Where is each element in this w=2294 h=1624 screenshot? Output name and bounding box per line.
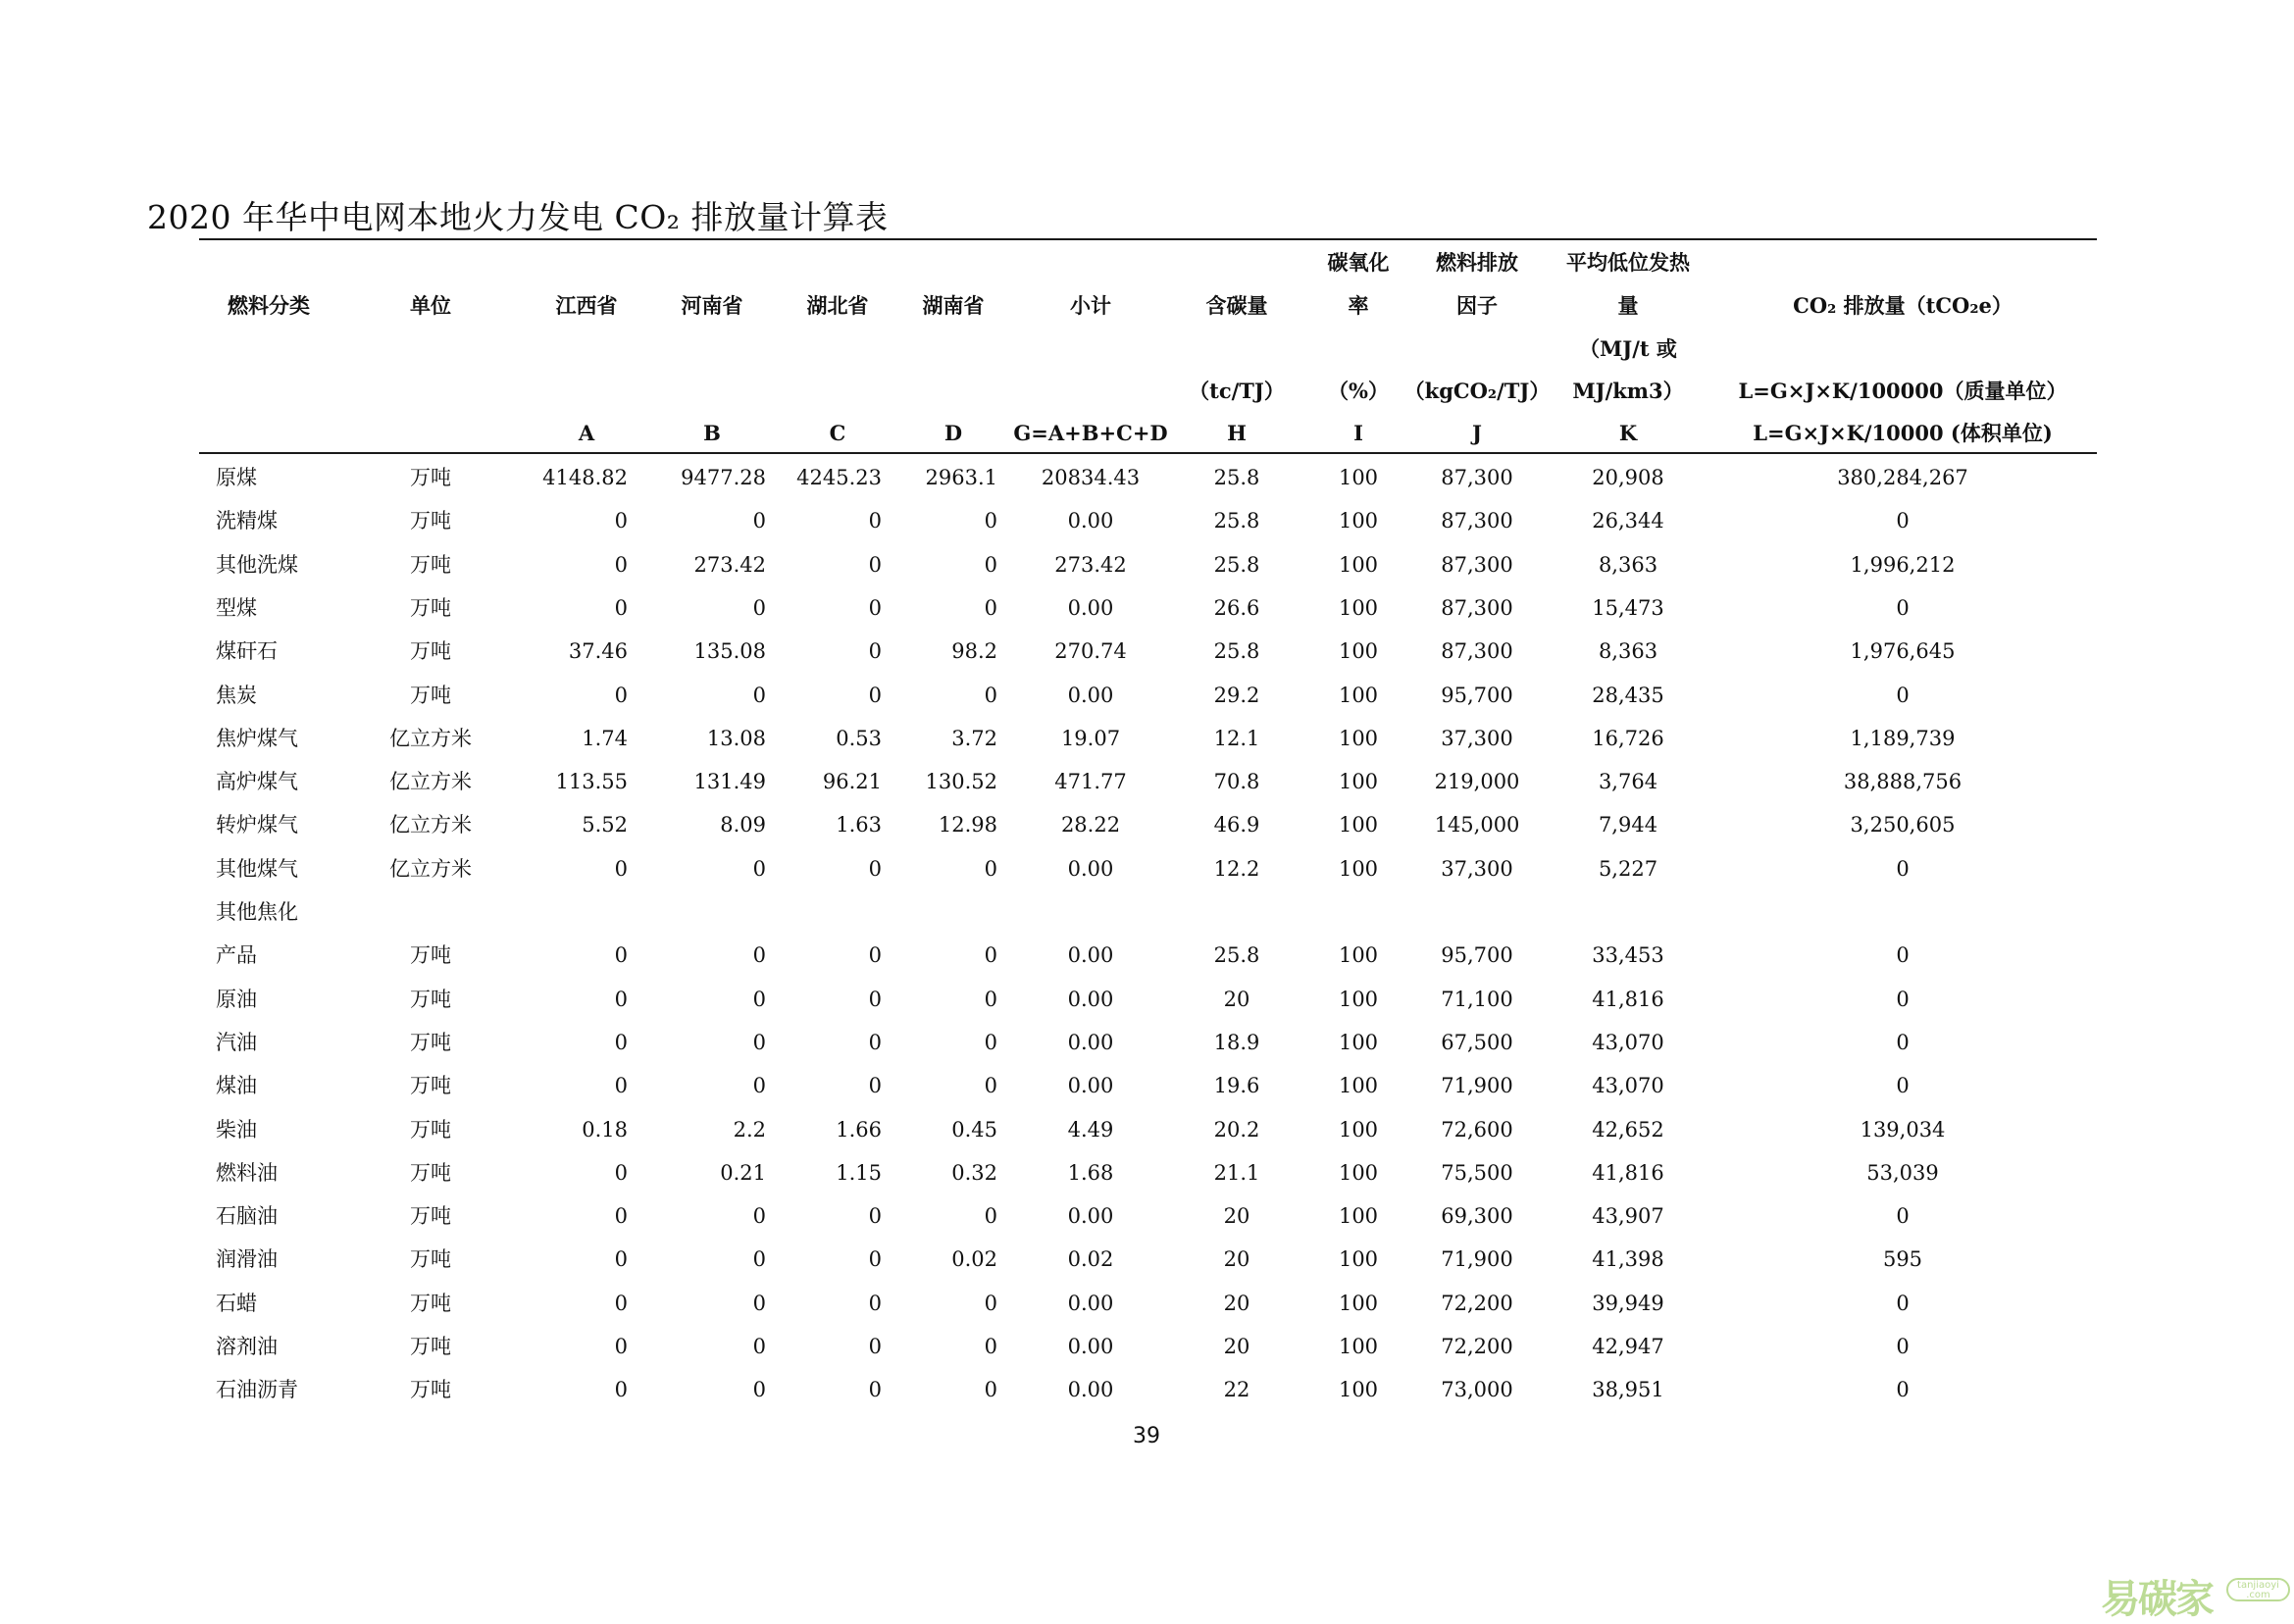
value-cell-b: 0 xyxy=(752,1247,766,1272)
value-cell-c: 1.15 xyxy=(836,1160,882,1185)
unit-cell-text: 万吨 xyxy=(410,1117,451,1142)
value-cell-d: 0 xyxy=(984,595,997,620)
value-cell-c: 0 xyxy=(868,595,882,620)
value-cell-text: 18.9 xyxy=(1213,1030,1260,1054)
value-cell-text: 38,951 xyxy=(1592,1378,1664,1402)
value-cell-b: 273.42 xyxy=(693,552,766,577)
value-cell-text: 33,453 xyxy=(1592,943,1664,968)
table-row xyxy=(199,456,2097,499)
value-cell-a: 0 xyxy=(614,509,628,533)
value-cell-text: 26.6 xyxy=(1213,595,1260,620)
value-cell-text: 70.8 xyxy=(1213,770,1260,794)
value-cell-text: 0 xyxy=(1896,987,1910,1011)
value-cell-text: 7,944 xyxy=(1598,813,1658,837)
unit-cell-text: 亿立方米 xyxy=(389,726,472,750)
table-row xyxy=(199,803,2097,846)
value-cell-text: 67,500 xyxy=(1441,1030,1513,1054)
value-cell-c: 0 xyxy=(868,552,882,577)
fuel-name-cell: 石蜡 xyxy=(216,1291,257,1315)
value-cell-text: 87,300 xyxy=(1441,509,1513,533)
unit-cell-text: 万吨 xyxy=(410,639,451,664)
table-row xyxy=(199,1151,2097,1194)
fuel-name-cell: 其他洗煤 xyxy=(216,552,298,577)
fuel-name-cell: 溶剂油 xyxy=(216,1335,278,1358)
value-cell-c: 0 xyxy=(868,509,882,533)
value-cell-text: 100 xyxy=(1338,639,1379,664)
table-row xyxy=(199,760,2097,803)
value-cell-c: 1.66 xyxy=(836,1117,882,1142)
table-row xyxy=(199,1238,2097,1281)
table-row xyxy=(199,1064,2097,1107)
fuel-name-cell: 转炉煤气 xyxy=(216,813,298,837)
value-cell-text: 0.02 xyxy=(1067,1247,1114,1272)
unit-cell-text: 亿立方米 xyxy=(389,856,472,881)
value-cell-text: 3,250,605 xyxy=(1850,813,1956,837)
value-cell-text: 16,726 xyxy=(1592,726,1664,750)
value-cell-text: 0.00 xyxy=(1067,683,1114,707)
value-cell-text: 100 xyxy=(1338,466,1379,489)
table-top-rule xyxy=(199,238,2097,240)
value-cell-a: 0 xyxy=(614,1030,628,1054)
value-cell-text: 5,227 xyxy=(1598,856,1658,881)
value-cell-d: 0 xyxy=(984,987,997,1011)
fuel-name-cell: 石脑油 xyxy=(216,1204,278,1229)
value-cell-text: 71,100 xyxy=(1441,987,1513,1011)
value-cell-text: 46.9 xyxy=(1213,813,1260,837)
fuel-name-cell: 润滑油 xyxy=(216,1247,278,1272)
value-cell-b: 0 xyxy=(752,1378,766,1402)
value-cell-a: 5.52 xyxy=(582,813,628,837)
value-cell-text: 0 xyxy=(1896,1291,1910,1315)
table-row xyxy=(199,630,2097,673)
value-cell-c: 0 xyxy=(868,639,882,664)
value-cell-d: 0 xyxy=(984,552,997,577)
unit-cell-text: 万吨 xyxy=(410,1074,451,1098)
value-cell-c: 96.21 xyxy=(822,770,882,794)
value-cell-text: 100 xyxy=(1338,1160,1379,1185)
value-cell-a: 0 xyxy=(614,1335,628,1358)
value-cell-text: 270.74 xyxy=(1054,639,1127,664)
value-cell-text: 100 xyxy=(1338,813,1379,837)
value-cell-d: 0 xyxy=(984,1204,997,1229)
value-cell-d: 98.2 xyxy=(951,639,997,664)
watermark-domain-line2: .com xyxy=(2246,1590,2270,1600)
value-cell-text: 87,300 xyxy=(1441,639,1513,664)
unit-cell-text: 万吨 xyxy=(410,466,451,489)
value-cell-text: 0 xyxy=(1896,1204,1910,1229)
value-cell-text: 25.8 xyxy=(1213,466,1260,489)
value-cell-a: 0 xyxy=(614,943,628,968)
table-row xyxy=(199,586,2097,630)
value-cell-text: 37,300 xyxy=(1441,726,1513,750)
value-cell-a: 0.18 xyxy=(582,1117,628,1142)
value-cell-text: 43,070 xyxy=(1592,1030,1664,1054)
table-row xyxy=(199,978,2097,1021)
value-cell-text: 87,300 xyxy=(1441,466,1513,489)
unit-cell-text: 万吨 xyxy=(410,552,451,577)
value-cell-text: 20 xyxy=(1223,1291,1250,1315)
value-cell-text: 72,200 xyxy=(1441,1291,1513,1315)
value-cell-c: 1.63 xyxy=(836,813,882,837)
watermark-brand: 易碳家 xyxy=(2101,1577,2213,1622)
value-cell-d: 2963.1 xyxy=(925,466,997,489)
value-cell-text: 41,398 xyxy=(1592,1247,1664,1272)
value-cell-b: 0 xyxy=(752,1204,766,1229)
value-cell-c: 4245.23 xyxy=(796,466,882,489)
value-cell-text: 8,363 xyxy=(1598,552,1658,577)
value-cell-b: 0 xyxy=(752,1030,766,1054)
value-cell-text: 41,816 xyxy=(1592,1160,1664,1185)
value-cell-text: 72,200 xyxy=(1441,1335,1513,1358)
value-cell-text: 20.2 xyxy=(1213,1117,1260,1142)
table-title: 2020 年华中电网本地火力发电 CO₂ 排放量计算表 xyxy=(147,198,889,236)
fuel-name-cell: 燃料油 xyxy=(216,1160,278,1185)
value-cell-text: 100 xyxy=(1338,683,1379,707)
table-row xyxy=(199,717,2097,760)
fuel-name-cell: 石油沥青 xyxy=(216,1378,298,1402)
value-cell-text: 0 xyxy=(1896,1378,1910,1402)
unit-cell-text: 万吨 xyxy=(410,1160,451,1185)
value-cell-text: 95,700 xyxy=(1441,943,1513,968)
value-cell-text: 22 xyxy=(1223,1378,1250,1402)
table-row xyxy=(199,1368,2097,1411)
value-cell-text: 26,344 xyxy=(1592,509,1664,533)
value-cell-b: 13.08 xyxy=(706,726,766,750)
value-cell-text: 100 xyxy=(1338,770,1379,794)
fuel-name-cell: 煤矸石 xyxy=(216,639,278,664)
value-cell-text: 20834.43 xyxy=(1041,466,1141,489)
value-cell-b: 0 xyxy=(752,987,766,1011)
value-cell-c: 0 xyxy=(868,987,882,1011)
value-cell-text: 100 xyxy=(1338,1204,1379,1229)
table-header-rule xyxy=(199,452,2097,454)
value-cell-text: 1,976,645 xyxy=(1850,639,1956,664)
watermark-domain-line1: tanjiaoyi xyxy=(2237,1580,2279,1591)
fuel-name-cell: 其他煤气 xyxy=(216,856,298,881)
fuel-name-cell: 洗精煤 xyxy=(216,509,278,533)
fuel-name-cell: 汽油 xyxy=(216,1030,257,1054)
value-cell-text: 0.00 xyxy=(1067,943,1114,968)
value-cell-d: 0.02 xyxy=(951,1247,997,1272)
value-cell-a: 0 xyxy=(614,1160,628,1185)
value-cell-a: 113.55 xyxy=(555,770,628,794)
fuel-name-cell: 煤油 xyxy=(216,1074,257,1098)
value-cell-text: 595 xyxy=(1882,1247,1923,1272)
value-cell-text: 38,888,756 xyxy=(1843,770,1963,794)
value-cell-text: 43,907 xyxy=(1592,1204,1664,1229)
value-cell-a: 0 xyxy=(614,1247,628,1272)
value-cell-a: 0 xyxy=(614,552,628,577)
value-cell-text: 87,300 xyxy=(1441,552,1513,577)
value-cell-d: 0 xyxy=(984,943,997,968)
value-cell-a: 0 xyxy=(614,1074,628,1098)
value-cell-text: 0 xyxy=(1896,1074,1910,1098)
value-cell-text: 471.77 xyxy=(1054,770,1127,794)
value-cell-b: 2.2 xyxy=(733,1117,766,1142)
value-cell-text: 0 xyxy=(1896,1335,1910,1358)
unit-cell-text: 万吨 xyxy=(410,1291,451,1315)
value-cell-text: 20 xyxy=(1223,1204,1250,1229)
value-cell-c: 0 xyxy=(868,856,882,881)
value-cell-text: 0 xyxy=(1896,683,1910,707)
table-row xyxy=(199,1194,2097,1238)
value-cell-text: 12.2 xyxy=(1213,856,1260,881)
value-cell-text: 72,600 xyxy=(1441,1117,1513,1142)
value-cell-c: 0 xyxy=(868,1030,882,1054)
value-cell-text: 29.2 xyxy=(1213,683,1260,707)
value-cell-b: 0.21 xyxy=(720,1160,766,1185)
watermark-logo xyxy=(2101,1562,2292,1622)
value-cell-text: 39,949 xyxy=(1592,1291,1664,1315)
value-cell-text: 100 xyxy=(1338,1335,1379,1358)
value-cell-d: 0 xyxy=(984,1074,997,1098)
value-cell-d: 0 xyxy=(984,1291,997,1315)
value-cell-a: 0 xyxy=(614,987,628,1011)
value-cell-text: 3,764 xyxy=(1598,770,1658,794)
value-cell-text: 0.00 xyxy=(1067,1074,1114,1098)
value-cell-text: 100 xyxy=(1338,1291,1379,1315)
value-cell-text: 100 xyxy=(1338,1117,1379,1142)
value-cell-text: 25.8 xyxy=(1213,552,1260,577)
value-cell-text: 0 xyxy=(1896,943,1910,968)
value-cell-a: 0 xyxy=(614,1378,628,1402)
value-cell-b: 135.08 xyxy=(693,639,766,664)
value-cell-d: 0 xyxy=(984,1335,997,1358)
value-cell-text: 0.00 xyxy=(1067,1378,1114,1402)
unit-cell-text: 万吨 xyxy=(410,683,451,707)
value-cell-a: 0 xyxy=(614,1204,628,1229)
value-cell-text: 100 xyxy=(1338,856,1379,881)
value-cell-b: 0 xyxy=(752,1074,766,1098)
value-cell-b: 0 xyxy=(752,1335,766,1358)
value-cell-b: 0 xyxy=(752,1291,766,1315)
value-cell-c: 0 xyxy=(868,1074,882,1098)
value-cell-text: 69,300 xyxy=(1441,1204,1513,1229)
value-cell-d: 0 xyxy=(984,856,997,881)
value-cell-b: 0 xyxy=(752,509,766,533)
unit-cell-text: 万吨 xyxy=(410,1204,451,1229)
value-cell-d: 0 xyxy=(984,1030,997,1054)
value-cell-text: 87,300 xyxy=(1441,595,1513,620)
fuel-name-cell: 高炉煤气 xyxy=(216,770,298,794)
value-cell-text: 75,500 xyxy=(1441,1160,1513,1185)
value-cell-text: 41,816 xyxy=(1592,987,1664,1011)
value-cell-text: 219,000 xyxy=(1434,770,1520,794)
value-cell-text: 20 xyxy=(1223,1247,1250,1272)
fuel-name-cell: 原煤 xyxy=(216,466,257,489)
value-cell-text: 0.00 xyxy=(1067,1030,1114,1054)
table-row xyxy=(199,1325,2097,1368)
value-cell-a: 4148.82 xyxy=(542,466,628,489)
value-cell-text: 73,000 xyxy=(1441,1378,1513,1402)
value-cell-text: 43,070 xyxy=(1592,1074,1664,1098)
value-cell-a: 37.46 xyxy=(568,639,628,664)
value-cell-text: 20,908 xyxy=(1592,466,1664,489)
value-cell-a: 0 xyxy=(614,595,628,620)
value-cell-text: 28,435 xyxy=(1592,683,1664,707)
value-cell-text: 100 xyxy=(1338,1247,1379,1272)
unit-cell-text: 万吨 xyxy=(410,1247,451,1272)
value-cell-text: 0.00 xyxy=(1067,595,1114,620)
table-row xyxy=(199,847,2097,890)
table-row xyxy=(199,934,2097,977)
value-cell-text: 20 xyxy=(1223,987,1250,1011)
value-cell-b: 0 xyxy=(752,856,766,881)
value-cell-text: 4.49 xyxy=(1067,1117,1114,1142)
value-cell-a: 0 xyxy=(614,856,628,881)
value-cell-text: 71,900 xyxy=(1441,1074,1513,1098)
value-cell-c: 0 xyxy=(868,1291,882,1315)
value-cell-c: 0.53 xyxy=(836,726,882,750)
table-row xyxy=(199,543,2097,586)
fuel-name-cell: 产品 xyxy=(216,943,257,968)
value-cell-text: 0 xyxy=(1896,856,1910,881)
watermark-domain xyxy=(2226,1578,2290,1601)
value-cell-text: 25.8 xyxy=(1213,639,1260,664)
value-cell-text: 0.00 xyxy=(1067,1204,1114,1229)
value-cell-c: 0 xyxy=(868,683,882,707)
value-cell-text: 19.6 xyxy=(1213,1074,1260,1098)
value-cell-text: 0 xyxy=(1896,1030,1910,1054)
unit-cell-text: 万吨 xyxy=(410,943,451,968)
value-cell-c: 0 xyxy=(868,1204,882,1229)
fuel-name-cell: 焦炭 xyxy=(216,683,257,707)
value-cell-b: 9477.28 xyxy=(681,466,766,489)
value-cell-d: 130.52 xyxy=(925,770,997,794)
table-row xyxy=(199,890,2097,934)
value-cell-text: 0.00 xyxy=(1067,856,1114,881)
table-row xyxy=(199,1282,2097,1325)
value-cell-c: 0 xyxy=(868,1335,882,1358)
value-cell-text: 19.07 xyxy=(1060,726,1121,750)
value-cell-d: 3.72 xyxy=(951,726,997,750)
value-cell-text: 42,652 xyxy=(1592,1117,1664,1142)
table-row xyxy=(199,1021,2097,1064)
fuel-name-cell: 其他焦化 xyxy=(216,900,298,924)
value-cell-text: 1.68 xyxy=(1067,1160,1114,1185)
value-cell-d: 12.98 xyxy=(938,813,997,837)
fuel-name-cell: 原油 xyxy=(216,987,257,1011)
fuel-name-cell: 焦炉煤气 xyxy=(216,726,298,750)
unit-cell-text: 亿立方米 xyxy=(389,813,472,837)
unit-cell-text: 万吨 xyxy=(410,509,451,533)
value-cell-text: 42,947 xyxy=(1592,1335,1664,1358)
table-row xyxy=(199,674,2097,717)
value-cell-a: 1.74 xyxy=(582,726,628,750)
value-cell-d: 0.45 xyxy=(951,1117,997,1142)
value-cell-text: 28.22 xyxy=(1060,813,1121,837)
value-cell-text: 12.1 xyxy=(1213,726,1260,750)
value-cell-text: 139,034 xyxy=(1860,1117,1946,1142)
value-cell-text: 0.00 xyxy=(1067,1335,1114,1358)
value-cell-text: 25.8 xyxy=(1213,509,1260,533)
unit-cell-text: 万吨 xyxy=(410,1030,451,1054)
value-cell-text: 53,039 xyxy=(1866,1160,1939,1185)
value-cell-text: 100 xyxy=(1338,1074,1379,1098)
value-cell-c: 0 xyxy=(868,1247,882,1272)
value-cell-text: 0.00 xyxy=(1067,1291,1114,1315)
value-cell-text: 100 xyxy=(1338,1030,1379,1054)
value-cell-c: 0 xyxy=(868,943,882,968)
value-cell-text: 71,900 xyxy=(1441,1247,1513,1272)
value-cell-a: 0 xyxy=(614,683,628,707)
value-cell-text: 100 xyxy=(1338,595,1379,620)
value-cell-b: 0 xyxy=(752,595,766,620)
value-cell-b: 0 xyxy=(752,943,766,968)
value-cell-text: 100 xyxy=(1338,509,1379,533)
value-cell-b: 0 xyxy=(752,683,766,707)
table-row xyxy=(199,499,2097,542)
value-cell-d: 0 xyxy=(984,509,997,533)
value-cell-text: 380,284,267 xyxy=(1837,466,1968,489)
value-cell-text: 100 xyxy=(1338,943,1379,968)
value-cell-text: 21.1 xyxy=(1213,1160,1260,1185)
unit-cell-text: 万吨 xyxy=(410,595,451,620)
value-cell-text: 100 xyxy=(1338,987,1379,1011)
value-cell-text: 0.00 xyxy=(1067,987,1114,1011)
value-cell-text: 1,996,212 xyxy=(1850,552,1956,577)
value-cell-text: 100 xyxy=(1338,1378,1379,1402)
value-cell-text: 15,473 xyxy=(1592,595,1664,620)
value-cell-text: 25.8 xyxy=(1213,943,1260,968)
value-cell-text: 1,189,739 xyxy=(1850,726,1956,750)
value-cell-b: 8.09 xyxy=(720,813,766,837)
value-cell-text: 20 xyxy=(1223,1335,1250,1358)
value-cell-text: 273.42 xyxy=(1054,552,1127,577)
value-cell-text: 100 xyxy=(1338,552,1379,577)
unit-cell-text: 万吨 xyxy=(410,1378,451,1402)
fuel-name-cell: 柴油 xyxy=(216,1117,257,1142)
unit-cell-text: 万吨 xyxy=(410,987,451,1011)
value-cell-a: 0 xyxy=(614,1291,628,1315)
value-cell-text: 0.00 xyxy=(1067,509,1114,533)
table-row xyxy=(199,1108,2097,1151)
value-cell-b: 131.49 xyxy=(693,770,766,794)
value-cell-text: 0 xyxy=(1896,595,1910,620)
value-cell-d: 0 xyxy=(984,1378,997,1402)
value-cell-d: 0 xyxy=(984,683,997,707)
value-cell-text: 100 xyxy=(1338,726,1379,750)
unit-cell-text: 亿立方米 xyxy=(389,770,472,794)
value-cell-text: 145,000 xyxy=(1434,813,1520,837)
unit-cell-text: 万吨 xyxy=(410,1335,451,1358)
value-cell-d: 0.32 xyxy=(951,1160,997,1185)
value-cell-text: 37,300 xyxy=(1441,856,1513,881)
value-cell-text: 0 xyxy=(1896,509,1910,533)
value-cell-c: 0 xyxy=(868,1378,882,1402)
value-cell-text: 95,700 xyxy=(1441,683,1513,707)
value-cell-text: 8,363 xyxy=(1598,639,1658,664)
fuel-name-cell: 型煤 xyxy=(216,595,257,620)
